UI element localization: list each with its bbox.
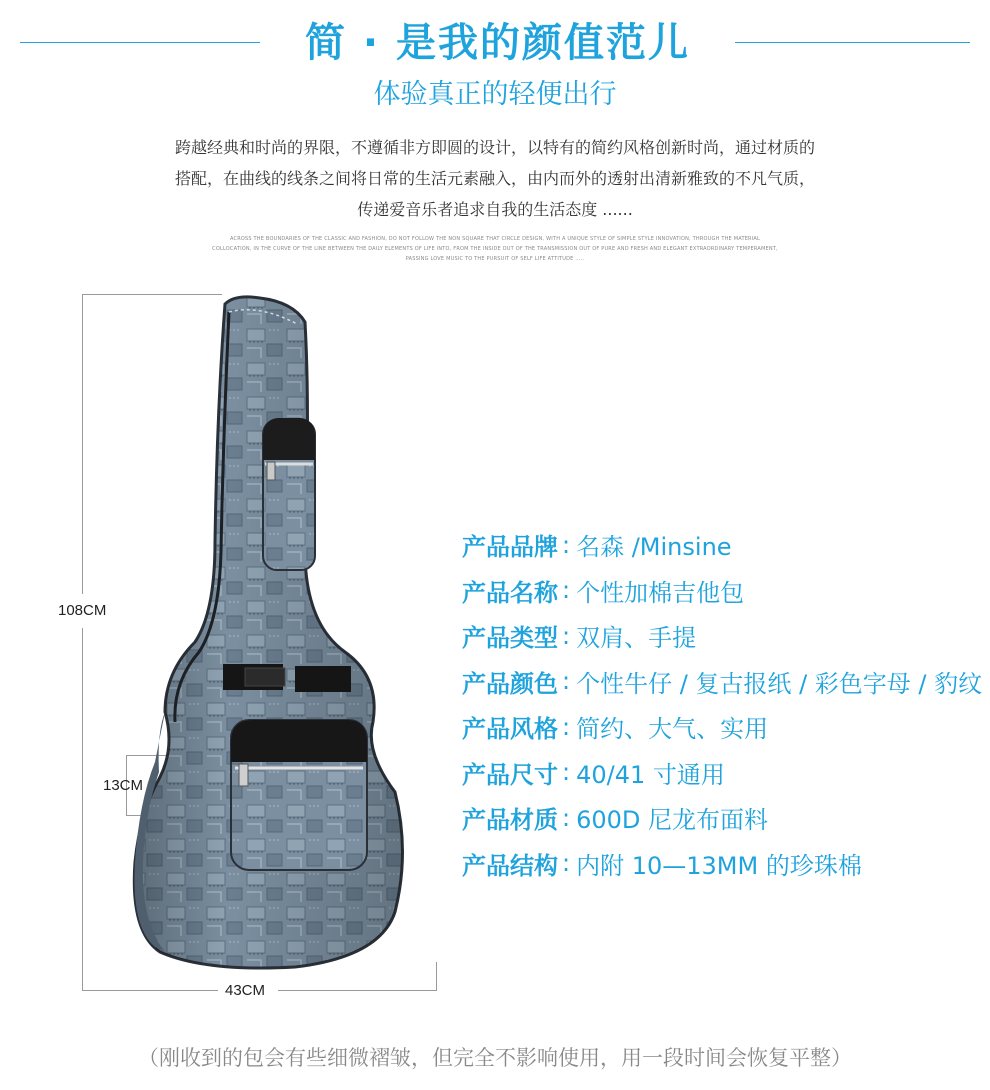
spec-colon: : — [562, 849, 571, 878]
spec-value: 个性牛仔 / 复古报纸 / 彩色字母 / 豹纹 — [576, 669, 983, 698]
spec-row-structure — [462, 841, 982, 887]
intro-line: 搭配，在曲线的线条之间将日常的生活元素融入，由内而外的透射出清新雅致的不凡气质， — [174, 169, 815, 188]
spec-label: 产品颜色 — [462, 669, 558, 698]
spec-row-color — [462, 659, 982, 705]
upper-pocket-flap — [263, 418, 315, 460]
spec-list — [462, 522, 982, 886]
spec-row-brand — [462, 522, 982, 568]
spec-value: 简约、大气、实用 — [576, 715, 769, 744]
width-guide-right-tick — [436, 962, 437, 991]
intro-english — [130, 234, 860, 264]
spec-row-name — [462, 568, 982, 614]
spec-colon: : — [562, 803, 571, 832]
spec-colon: : — [562, 621, 571, 650]
height-label: 108CM — [58, 602, 107, 619]
height-guide-vertical-upper — [82, 294, 83, 594]
title-row — [0, 18, 990, 68]
width-label: 43CM — [225, 982, 266, 999]
spec-value: 名森 /Minsine — [576, 533, 732, 562]
intro-english-line: ACROSS THE BOUNDARIES OF THE CLASSIC AND FASHION, DO NOT FOLLOW THE NON SQUARE THAT CIRCLE DESIGN, WITH A UNIQUE STYLE OF SIMPLE STYLE INNOVATION, THROUGH THE MATERIAL — [229, 236, 761, 242]
spec-label: 产品风格 — [462, 715, 558, 744]
spec-value: 个性加棉吉他包 — [576, 578, 745, 607]
spec-colon: : — [562, 667, 571, 696]
lower-pocket-flap — [231, 720, 367, 762]
spec-label: 产品尺寸 — [462, 760, 558, 789]
intro-english-line: COLLOCATION, IN THE CURVE OF THE LINE BETWEEN THE DAILY ELEMENTS OF LIFE INTO, FROM THE INSIDE OUT OF THE TRANSMISSION OUT OF PURE AND FRESH AND ELEGANT EXTRAORDINARY TEMPERAMENT, — [212, 246, 778, 252]
spec-row-material — [462, 795, 982, 841]
spec-value: 双肩、手提 — [576, 624, 697, 653]
spec-value: 40/41 寸通用 — [576, 760, 725, 789]
width-guide-baseline-left — [82, 990, 218, 991]
depth-label: 13CM — [103, 777, 144, 794]
intro-paragraph — [100, 132, 890, 225]
spec-label: 产品名称 — [462, 578, 558, 607]
upper-pocket-pull — [267, 462, 275, 480]
height-guide-vertical-lower — [82, 628, 83, 990]
page-subtitle: 体验真正的轻便出行 — [373, 79, 617, 110]
spec-colon: : — [562, 758, 571, 787]
spec-value: 内附 10—13MM 的珍珠棉 — [576, 851, 862, 880]
width-guide-baseline-right — [278, 990, 436, 991]
spec-colon: : — [562, 576, 571, 605]
strap-handle — [245, 668, 285, 686]
footnote: （刚收到的包会有些细微褶皱，但完全不影响使用，用一段时间会恢复平整） — [138, 1046, 852, 1070]
shoulder-strap-right — [295, 666, 351, 692]
title-divider-right — [735, 42, 970, 43]
spec-label: 产品类型 — [462, 624, 558, 653]
spec-label: 产品材质 — [462, 806, 558, 835]
page-title: 简 · 是我的颜值范儿 — [304, 20, 691, 66]
intro-line: 传递爱音乐者追求自我的生活态度 ...... — [357, 200, 633, 219]
spec-row-style — [462, 704, 982, 750]
spec-label: 产品品牌 — [462, 533, 558, 562]
intro-line: 跨越经典和时尚的界限，不遵循非方即圆的设计，以特有的简约风格创新时尚，通过材质的 — [174, 138, 815, 157]
spec-row-type — [462, 613, 982, 659]
spec-row-size — [462, 750, 982, 796]
spec-colon: : — [562, 530, 571, 559]
spec-value: 600D 尼龙布面料 — [576, 806, 769, 835]
spec-label: 产品结构 — [462, 851, 558, 880]
title-divider-left — [20, 42, 260, 43]
spec-colon: : — [562, 712, 571, 741]
lower-pocket-pull — [239, 764, 248, 786]
guitar-bag-image — [125, 292, 435, 982]
intro-english-line: PASSING LOVE MUSIC TO THE PURSUIT OF SELF LIFE ATTITUDE ..... — [405, 256, 585, 262]
